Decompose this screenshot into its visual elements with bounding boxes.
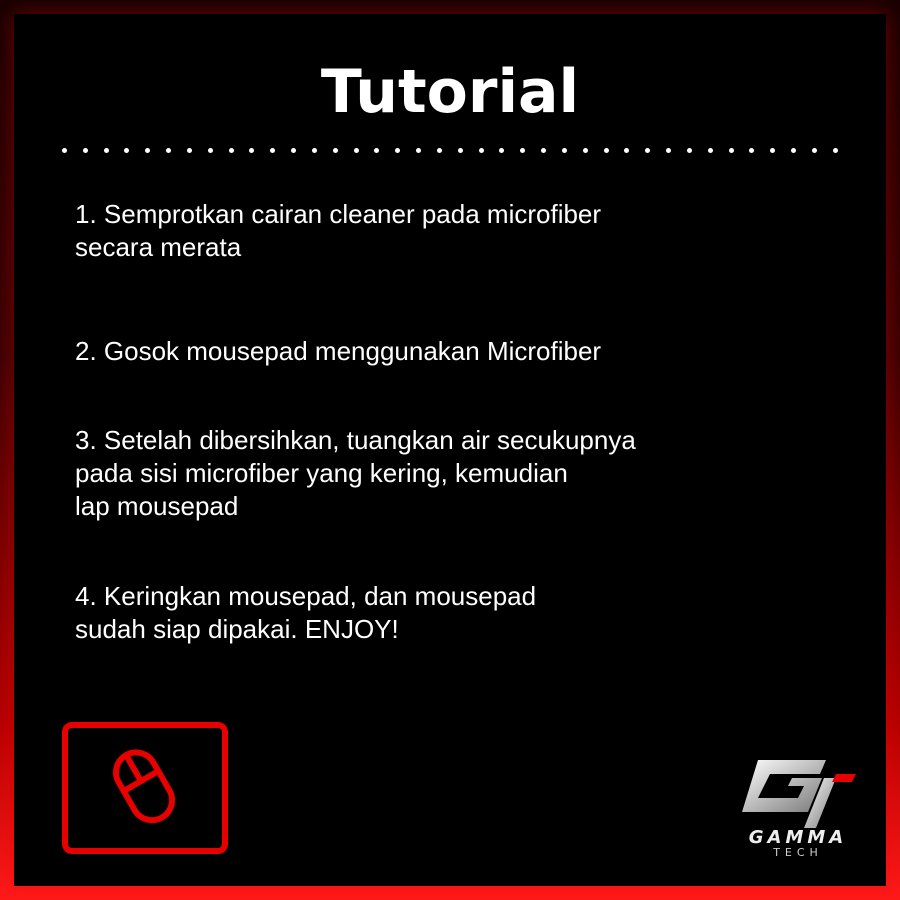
divider-dot: [229, 148, 234, 153]
divider-dot: [708, 148, 713, 153]
step-4: 4. Keringkan mousepad, dan mousepad sudah siap dipakai. ENJOY!: [75, 581, 537, 644]
divider-dot: [604, 148, 609, 153]
dotted-divider: [62, 142, 838, 158]
divider-dot: [729, 148, 734, 153]
brand-sub: TECH: [773, 846, 823, 859]
step-1: 1. Semprotkan cairan cleaner pada microfiber secara merata: [75, 199, 602, 262]
divider-dot: [791, 148, 796, 153]
divider-dot: [416, 148, 421, 153]
divider-dot: [104, 148, 109, 153]
divider-dot: [562, 148, 567, 153]
mousepad-icon: [62, 722, 228, 854]
divider-dot: [749, 148, 754, 153]
divider-dot: [145, 148, 150, 153]
divider-dot: [83, 148, 88, 153]
divider-dot: [812, 148, 817, 153]
divider-dot: [541, 148, 546, 153]
divider-dot: [62, 148, 67, 153]
divider-dot: [395, 148, 400, 153]
brand-name: GAMMA: [748, 827, 848, 848]
divider-dot: [520, 148, 525, 153]
divider-dot: [666, 148, 671, 153]
divider-dot: [479, 148, 484, 153]
divider-dot: [249, 148, 254, 153]
divider-dot: [374, 148, 379, 153]
divider-dot: [208, 148, 213, 153]
divider-dot: [624, 148, 629, 153]
divider-dot: [437, 148, 442, 153]
divider-dot: [291, 148, 296, 153]
divider-dot: [354, 148, 359, 153]
step-2: 2. Gosok mousepad menggunakan Microfiber: [75, 336, 602, 366]
page-title: Tutorial: [320, 57, 580, 127]
divider-dot: [687, 148, 692, 153]
divider-dot: [270, 148, 275, 153]
mouse-icon: [68, 728, 222, 848]
step-3: 3. Setelah dibersihkan, tuangkan air secukupnya pada sisi microfiber yang kering, kemudian lap mousepad: [75, 425, 636, 521]
divider-dot: [312, 148, 317, 153]
divider-dot: [124, 148, 129, 153]
divider-dot: [166, 148, 171, 153]
divider-dot: [499, 148, 504, 153]
divider-dot: [770, 148, 775, 153]
divider-dot: [645, 148, 650, 153]
divider-dot: [333, 148, 338, 153]
divider-dot: [583, 148, 588, 153]
divider-dot: [833, 148, 838, 153]
divider-dot: [187, 148, 192, 153]
divider-dot: [458, 148, 463, 153]
